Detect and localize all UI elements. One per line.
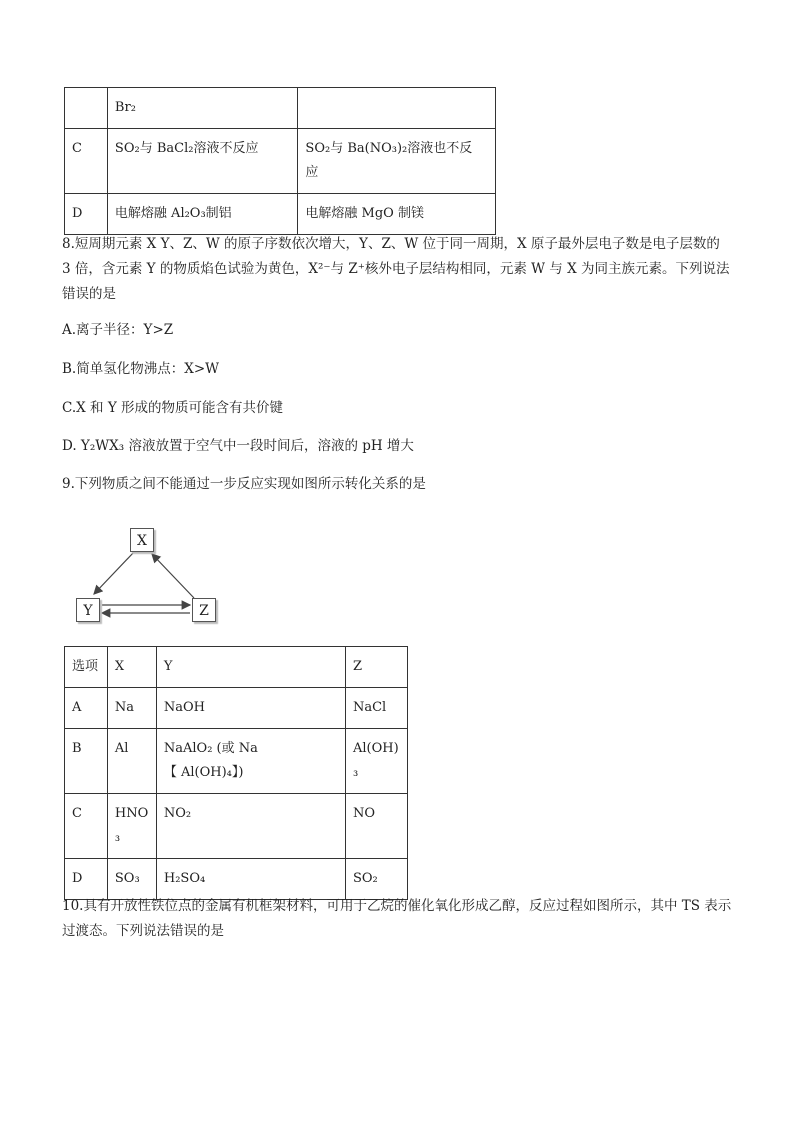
cell-line: 应: [305, 165, 319, 180]
cell: SO₃: [107, 859, 156, 900]
cell: NO₂: [156, 794, 345, 859]
node-y: Y: [76, 598, 100, 622]
header-cell: X: [107, 647, 156, 688]
answer-table-continued: [64, 87, 496, 235]
cell: SO₂: [345, 859, 407, 900]
table-row: [65, 688, 408, 729]
question-8-option-b: B.简单氢化物沸点：X>W: [62, 361, 220, 377]
cell: [156, 729, 345, 794]
cell: [107, 794, 156, 859]
cell: NaOH: [156, 688, 345, 729]
cell-line: SO₂与 Ba(NO₃)₂溶液也不反: [305, 141, 473, 156]
table-row: [65, 794, 408, 859]
cell: [298, 88, 496, 129]
node-x: X: [130, 528, 154, 552]
table-row: [65, 194, 496, 235]
cell: SO₂与 BaCl₂溶液不反应: [107, 129, 298, 194]
option-cell: C: [65, 794, 108, 859]
question-8-option-c: C.X 和 Y 形成的物质可能含有共价键: [62, 400, 284, 416]
cell: Na: [107, 688, 156, 729]
table-row: [65, 129, 496, 194]
question-8-option-a: A.离子半径：Y>Z: [62, 322, 174, 338]
conversion-diagram: [72, 524, 224, 628]
cell: 电解熔融 MgO 制镁: [298, 194, 496, 235]
node-z: Z: [192, 598, 216, 622]
option-cell: D: [65, 859, 108, 900]
table-row: [65, 88, 496, 129]
option-cell: C: [65, 129, 108, 194]
header-cell: Y: [156, 647, 345, 688]
cell: [298, 129, 496, 194]
cell: H₂SO₄: [156, 859, 345, 900]
option-cell: A: [65, 688, 108, 729]
cell-line: ₃: [352, 765, 359, 780]
cell: Al: [107, 729, 156, 794]
question-9-table: [64, 646, 408, 900]
cell-line: 【 Al(OH)₄】): [163, 765, 244, 780]
cell-line: HNO: [114, 806, 149, 821]
cell-line: Al(OH): [352, 741, 399, 756]
arrow-x-to-y: [94, 552, 134, 594]
cell: NO: [345, 794, 407, 859]
question-8-option-d: D. Y₂WX₃ 溶液放置于空气中一段时间后，溶液的 pH 增大: [62, 438, 414, 454]
cell: [345, 729, 407, 794]
cell: NaCl: [345, 688, 407, 729]
cell-line: ₃: [114, 830, 121, 845]
cell: Br₂: [107, 88, 298, 129]
header-cell: Z: [345, 647, 407, 688]
arrow-z-to-x: [152, 554, 194, 598]
option-cell: D: [65, 194, 108, 235]
header-cell: 选项: [65, 647, 108, 688]
table-header-row: [65, 647, 408, 688]
cell-line: NaAlO₂ (或 Na: [163, 741, 258, 756]
question-8-stem: 8.短周期元素 X Y、Z、W 的原子序数依次增大，Y、Z、W 位于同一周期，X 原子最外层电子数是电子层数的 3 倍，含元素 Y 的物质焰色试验为黄色，X²⁻与 Z⁺核外电子层结构相同，元素 W 与 X 为同主族元素。下列说法错误的是: [62, 236, 730, 302]
question-10-stem: 10.具有开放性铁位点的金属有机框架材料，可用于乙烷的催化氧化形成乙醇，反应过程如图所示，其中 TS 表示过渡态。下列说法错误的是: [62, 898, 732, 939]
question-9-stem: 9.下列物质之间不能通过一步反应实现如图所示转化关系的是: [62, 476, 426, 492]
option-cell: [65, 88, 108, 129]
option-cell: B: [65, 729, 108, 794]
cell: 电解熔融 Al₂O₃制铝: [107, 194, 298, 235]
table-row: [65, 729, 408, 794]
